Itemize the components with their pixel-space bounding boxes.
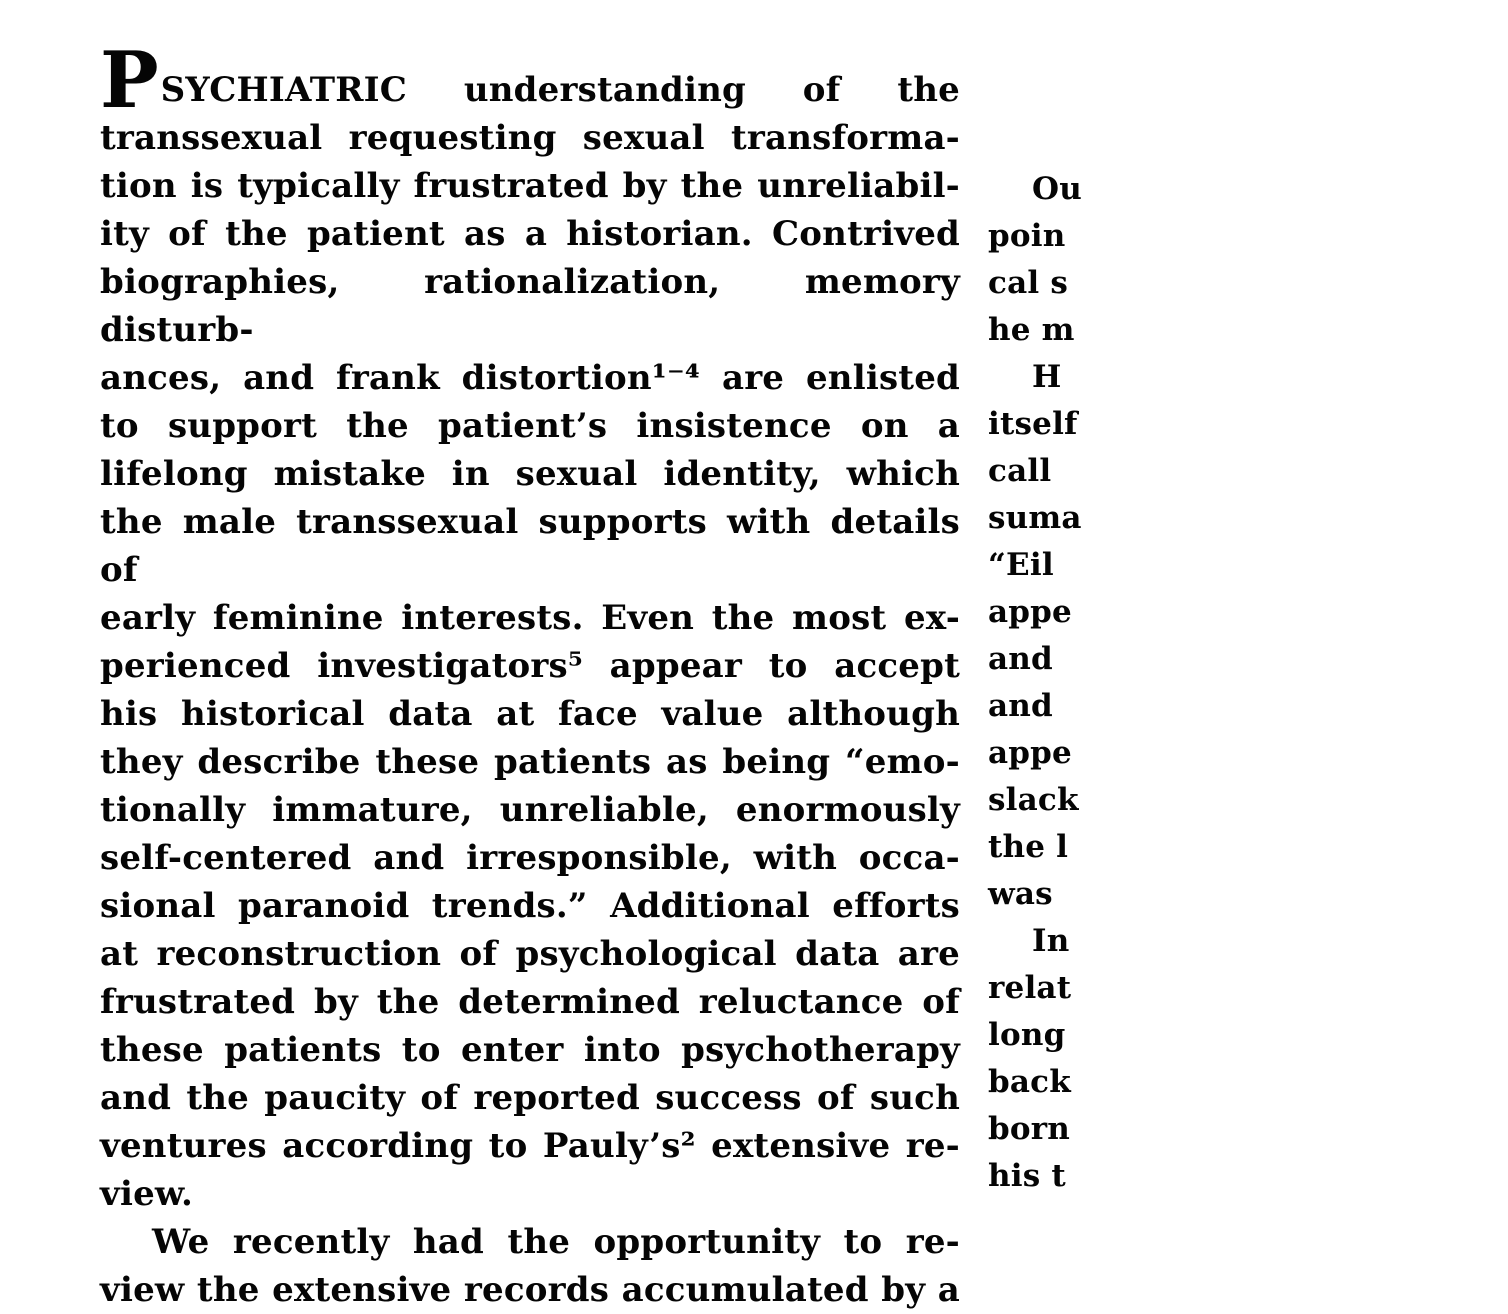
text-line — [100, 738, 960, 786]
line-text: view the extensive records accumulated by a — [100, 1270, 960, 1310]
line-text: was — [988, 876, 1053, 912]
line-text: lifelong mistake in sexual identity, which — [100, 454, 960, 494]
text-line-fragment — [988, 1012, 1508, 1059]
text-line-fragment — [988, 589, 1508, 636]
line-text: perienced investigators⁵ appear to accept — [100, 646, 960, 686]
line-text: biographies, rationalization, memory disturb- — [100, 262, 960, 350]
text-line-fragment — [988, 1153, 1508, 1200]
text-line — [100, 354, 960, 402]
line-text: back — [988, 1064, 1071, 1100]
line-text: ances, and frank distortion¹⁻⁴ are enlisted — [100, 358, 960, 398]
text-line — [100, 450, 960, 498]
text-line — [100, 882, 960, 930]
text-line — [100, 1170, 960, 1218]
line-text: born — [988, 1111, 1071, 1147]
text-line-fragment — [988, 401, 1508, 448]
line-text: suma — [988, 500, 1082, 536]
line-text: his historical data at face value although — [100, 694, 960, 734]
text-line-fragment — [988, 683, 1508, 730]
line-text: appe — [988, 594, 1072, 630]
line-text: frustrated by the determined reluctance of — [100, 982, 960, 1022]
text-line — [100, 402, 960, 450]
line-text: cal s — [988, 265, 1068, 301]
line-text: ity of the patient as a historian. Contrived — [100, 214, 960, 254]
line-text: poin — [988, 218, 1066, 254]
text-line-fragment — [988, 354, 1508, 401]
line-text: In — [1032, 923, 1070, 959]
line-text: self-centered and irresponsible, with occa- — [100, 838, 960, 878]
text-line — [100, 1218, 960, 1266]
text-line — [100, 978, 960, 1026]
line-text: view. — [100, 1174, 193, 1214]
line-text: and the paucity of reported success of such — [100, 1078, 960, 1118]
text-line — [100, 1074, 960, 1122]
text-line-fragment — [988, 824, 1508, 871]
text-line — [100, 35, 960, 126]
line-text: We recently had the opportunity to re- — [152, 1222, 960, 1262]
line-text: the l — [988, 829, 1069, 865]
text-line — [100, 114, 960, 162]
line-text: appe — [988, 735, 1072, 771]
line-text: tionally immature, unreliable, enormously — [100, 790, 960, 830]
line-text: and — [988, 688, 1053, 724]
line-text: at reconstruction of psychological data are — [100, 934, 960, 974]
text-line-fragment — [988, 1059, 1508, 1106]
text-line — [100, 690, 960, 738]
text-line — [100, 1122, 960, 1170]
text-line-fragment — [988, 448, 1508, 495]
line-text: his t — [988, 1158, 1066, 1194]
line-text: sional paranoid trends.” Additional efforts — [100, 886, 960, 926]
line-text: the male transsexual supports with details of — [100, 502, 960, 590]
line-text: itself — [988, 406, 1078, 442]
text-line — [100, 210, 960, 258]
line-text: they describe these patients as being “emo- — [100, 742, 960, 782]
text-line — [100, 1026, 960, 1074]
text-line-fragment — [988, 260, 1508, 307]
line-text: tion is typically frustrated by the unreliabil- — [100, 166, 960, 206]
text-line-fragment — [988, 166, 1508, 213]
line-text: ventures according to Pauly’s² extensive re- — [100, 1126, 960, 1166]
left-text-column — [100, 35, 960, 1314]
text-line — [100, 162, 960, 210]
line-text: these patients to enter into psychotherapy — [100, 1030, 960, 1070]
text-line-fragment — [988, 636, 1508, 683]
line-text: and — [988, 641, 1053, 677]
text-line — [100, 258, 960, 354]
text-line-fragment — [988, 777, 1508, 824]
text-line-fragment — [988, 918, 1508, 965]
drop-cap-initial: P — [100, 35, 161, 126]
text-line-fragment — [988, 307, 1508, 354]
text-line-fragment — [988, 495, 1508, 542]
text-line — [100, 930, 960, 978]
right-text-column-clipped — [988, 166, 1508, 1200]
text-line-fragment — [988, 1106, 1508, 1153]
line-text: slack — [988, 782, 1079, 818]
line-text: he m — [988, 312, 1075, 348]
line-text: relat — [988, 970, 1072, 1006]
line-text: SYCHIATRIC understanding of the — [160, 70, 960, 110]
text-line-fragment — [988, 542, 1508, 589]
text-line-fragment — [988, 213, 1508, 260]
line-text: long — [988, 1017, 1066, 1053]
line-text: H — [1032, 359, 1062, 395]
text-line — [100, 498, 960, 594]
text-line — [100, 834, 960, 882]
text-line — [100, 1266, 960, 1314]
line-text: Ou — [1032, 171, 1082, 207]
line-text: call — [988, 453, 1052, 489]
text-line — [100, 786, 960, 834]
text-line — [100, 594, 960, 642]
line-text: “Eil — [988, 547, 1054, 583]
text-line-fragment — [988, 730, 1508, 777]
text-line-fragment — [988, 965, 1508, 1012]
line-text: transsexual requesting sexual transforma- — [100, 118, 960, 158]
line-text: early feminine interests. Even the most ex- — [100, 598, 960, 638]
line-text: to support the patient’s insistence on a — [100, 406, 960, 446]
text-line-fragment — [988, 871, 1508, 918]
text-line — [100, 642, 960, 690]
